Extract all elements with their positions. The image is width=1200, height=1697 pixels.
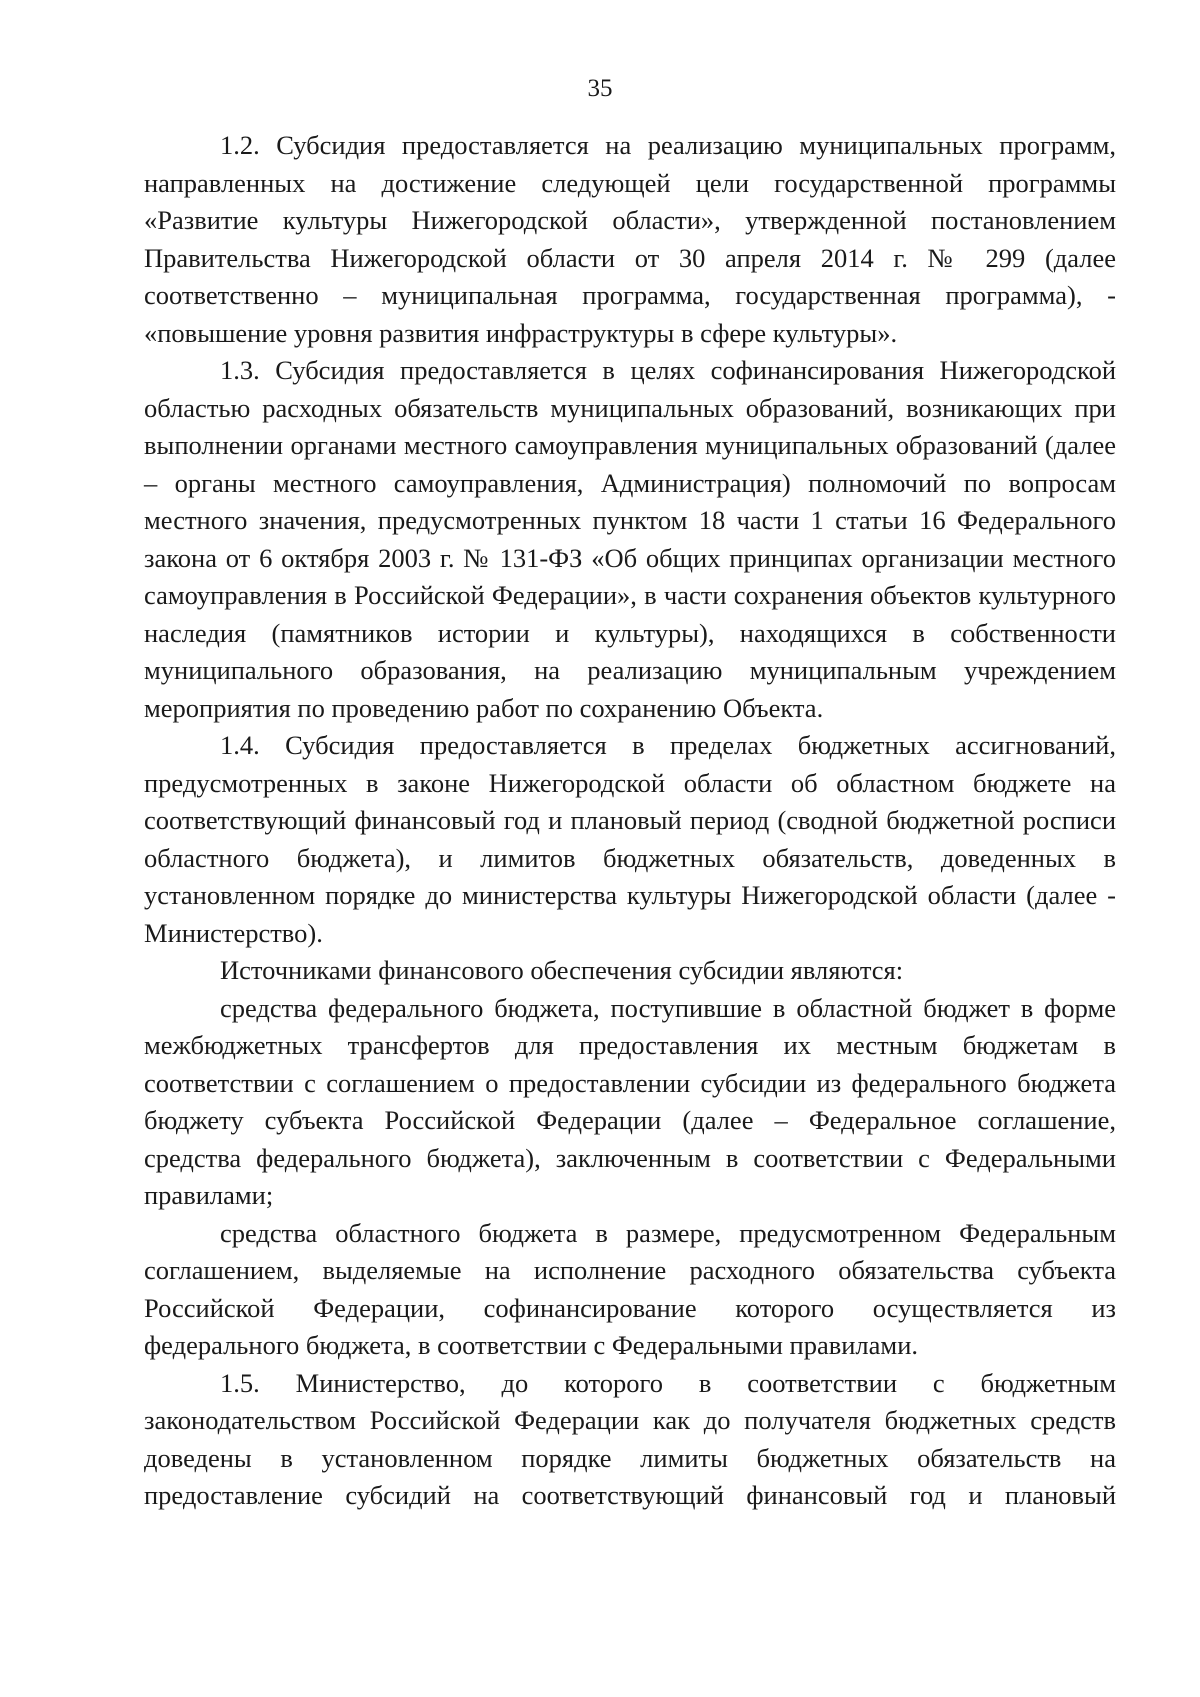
paragraph-federal-budget: средства федерального бюджета, поступившие в областной бюджет в форме межбюджетных трансфертов для предоставления их местным бюджетам в соответствии с соглашением о предоставлении субсидии из федерального бюджета бюджету субъекта Российской Федерации (далее – Федеральное соглашение, средства федерального бюджета), заключенным в соответствии с Федеральными правилами; (144, 992, 1116, 1210)
paragraph-funding-sources: Источниками финансового обеспечения субсидии являются: (220, 955, 904, 985)
paragraph-regional-budget: средства областного бюджета в размере, предусмотренном Федеральным соглашением, выделяемые на исполнение расходного обязательства субъекта Российской Федерации, софинансирование которого осуществляется из федерального бюджета, в соответствии с Федеральными правилами. (144, 1217, 1116, 1360)
paragraph-1-3: 1.3. Субсидия предоставляется в целях софинансирования Нижегородской областью расходных обязательств муниципальных образований, возникающих при выполнении органами местного самоуправления муниципальных образований (далее – органы местного самоуправления, Администрация) полномочий по вопросам местного значения, предусмотренных пунктом 18 части 1 статьи 16 Федерального закона от 6 октября 2003 г. № 131-ФЗ «Об общих принципах организации местного самоуправления в Российской Федерации», в части сохранения объектов культурного наследия (памятников истории и культуры), находящихся в собственности муниципального образования, на реализацию муниципальным учреждением мероприятия по проведению работ по сохранению Объекта. (144, 355, 1116, 723)
paragraph-1-2: 1.2. Субсидия предоставляется на реализацию муниципальных программ, направленных на достижение следующей цели государственной программы «Развитие культуры Нижегородской области», утвержденной постановлением Правительства Нижегородской области от 30 апреля 2014 г. № 299 (далее соответственно – муниципальная программа, государственная программа), - «повышение уровня развития инфраструктуры в сфере культуры». (144, 130, 1116, 348)
page-number: 35 (587, 75, 613, 102)
paragraph-1-5: 1.5. Министерство, до которого в соответствии с бюджетным законодательством Российской Федерации как до получателя бюджетных средств доведены в установленном порядке лимиты бюджетных обязательств на предоставление субсидий на соответствующий финансовый год и плановый (144, 1367, 1116, 1510)
paragraph-1-4: 1.4. Субсидия предоставляется в пределах бюджетных ассигнований, предусмотренных в законе Нижегородской области об областном бюджете на соответствующий финансовый год и плановый период (сводной бюджетной росписи областного бюджета), и лимитов бюджетных обязательств, доведенных в установленном порядке до министерства культуры Нижегородской области (далее - Министерство). (144, 730, 1116, 948)
document-body (144, 127, 1116, 1515)
